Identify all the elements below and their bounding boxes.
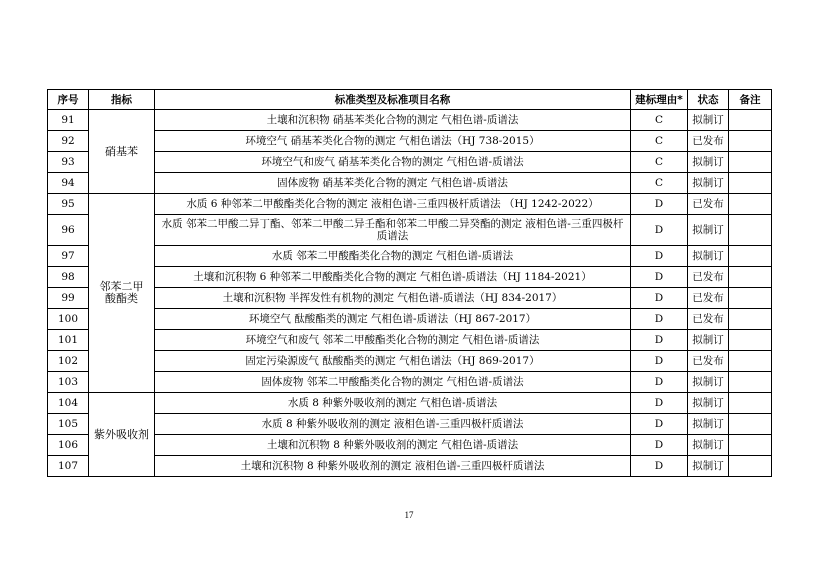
table-row xyxy=(48,267,772,288)
table-row xyxy=(48,246,772,267)
status-cell: 拟制订 xyxy=(688,173,729,194)
remarks-cell xyxy=(729,330,772,351)
status-cell: 已发布 xyxy=(688,351,729,372)
reason-cell: C xyxy=(631,131,688,152)
status-cell: 拟制订 xyxy=(688,414,729,435)
standard-name-cell: 土壤和沉积物 8 种紫外吸收剂的测定 液相色谱-三重四极杆质谱法 xyxy=(155,456,631,477)
standard-name-cell: 水质 8 种紫外吸收剂的测定 气相色谱-质谱法 xyxy=(155,393,631,414)
remarks-cell xyxy=(729,435,772,456)
table-row xyxy=(48,173,772,194)
reason-cell: D xyxy=(631,309,688,330)
remarks-cell xyxy=(729,131,772,152)
remarks-cell xyxy=(729,152,772,173)
serial-cell: 96 xyxy=(48,215,89,246)
remarks-cell xyxy=(729,372,772,393)
remarks-cell xyxy=(729,351,772,372)
standards-table xyxy=(47,89,772,477)
serial-cell: 103 xyxy=(48,372,89,393)
status-cell: 已发布 xyxy=(688,267,729,288)
remarks-cell xyxy=(729,288,772,309)
remarks-cell xyxy=(729,173,772,194)
reason-cell: D xyxy=(631,194,688,215)
serial-cell: 104 xyxy=(48,393,89,414)
serial-cell: 101 xyxy=(48,330,89,351)
indicator-label: 邻苯二甲酸酯类 xyxy=(99,280,144,305)
table-row xyxy=(48,110,772,131)
reason-cell: D xyxy=(631,215,688,246)
standard-name-cell: 固体废物 邻苯二甲酸酯类化合物的测定 气相色谱-质谱法 xyxy=(155,372,631,393)
remarks-cell xyxy=(729,246,772,267)
reason-cell: D xyxy=(631,351,688,372)
table-row xyxy=(48,288,772,309)
standard-name-cell: 土壤和沉积物 8 种紫外吸收剂的测定 气相色谱-质谱法 xyxy=(155,435,631,456)
status-cell: 已发布 xyxy=(688,131,729,152)
indicator-cell: 硝基苯 xyxy=(89,110,155,194)
page-number: 17 xyxy=(404,510,414,520)
remarks-cell xyxy=(729,309,772,330)
reason-cell: D xyxy=(631,372,688,393)
standard-name-cell: 环境空气 硝基苯类化合物的测定 气相色谱法（HJ 738-2015） xyxy=(155,131,631,152)
table-header-row xyxy=(48,90,772,110)
indicator-cell: 紫外吸收剂 xyxy=(89,393,155,477)
serial-cell: 105 xyxy=(48,414,89,435)
serial-cell: 98 xyxy=(48,267,89,288)
status-cell: 拟制订 xyxy=(688,215,729,246)
table-row xyxy=(48,372,772,393)
serial-cell: 95 xyxy=(48,194,89,215)
remarks-cell xyxy=(729,215,772,246)
standard-name-cell: 固定污染源废气 酞酸酯类的测定 气相色谱法（HJ 869-2017） xyxy=(155,351,631,372)
table-row xyxy=(48,456,772,477)
standard-name-cell: 环境空气和废气 邻苯二甲酸酯类化合物的测定 气相色谱-质谱法 xyxy=(155,330,631,351)
remarks-cell xyxy=(729,110,772,131)
reason-cell: D xyxy=(631,267,688,288)
standard-name-cell: 土壤和沉积物 半挥发性有机物的测定 气相色谱-质谱法（HJ 834-2017） xyxy=(155,288,631,309)
status-cell: 拟制订 xyxy=(688,152,729,173)
header-indicator: 指标 xyxy=(89,90,155,110)
status-cell: 已发布 xyxy=(688,288,729,309)
reason-cell: D xyxy=(631,246,688,267)
standard-name-cell: 水质 邻苯二甲酸酯类化合物的测定 气相色谱-质谱法 xyxy=(155,246,631,267)
status-cell: 拟制订 xyxy=(688,456,729,477)
reason-cell: D xyxy=(631,330,688,351)
standard-name-cell: 水质 6 种邻苯二甲酸酯类化合物的测定 液相色谱-三重四极杆质谱法 （HJ 1242-2022） xyxy=(155,194,631,215)
status-cell: 拟制订 xyxy=(688,435,729,456)
reason-cell: D xyxy=(631,288,688,309)
status-cell: 拟制订 xyxy=(688,110,729,131)
reason-cell: C xyxy=(631,152,688,173)
remarks-cell xyxy=(729,456,772,477)
serial-cell: 91 xyxy=(48,110,89,131)
reason-cell: D xyxy=(631,456,688,477)
serial-cell: 93 xyxy=(48,152,89,173)
header-standard-name: 标准类型及标准项目名称 xyxy=(155,90,631,110)
standard-name-cell: 水质 8 种紫外吸收剂的测定 液相色谱-三重四极杆质谱法 xyxy=(155,414,631,435)
standard-name-cell: 土壤和沉积物 6 种邻苯二甲酸酯类化合物的测定 气相色谱-质谱法（HJ 1184-2021） xyxy=(155,267,631,288)
table-row xyxy=(48,131,772,152)
reason-cell: D xyxy=(631,435,688,456)
remarks-cell xyxy=(729,267,772,288)
table-row xyxy=(48,215,772,246)
status-cell: 拟制订 xyxy=(688,393,729,414)
table-row xyxy=(48,152,772,173)
reason-cell: C xyxy=(631,173,688,194)
header-serial: 序号 xyxy=(48,90,89,110)
remarks-cell xyxy=(729,414,772,435)
serial-cell: 102 xyxy=(48,351,89,372)
header-reason: 建标理由* xyxy=(631,90,688,110)
standard-name-cell: 固体废物 硝基苯类化合物的测定 气相色谱-质谱法 xyxy=(155,173,631,194)
table-row xyxy=(48,435,772,456)
standard-name-cell: 土壤和沉积物 硝基苯类化合物的测定 气相色谱-质谱法 xyxy=(155,110,631,131)
reason-cell: D xyxy=(631,393,688,414)
status-cell: 拟制订 xyxy=(688,372,729,393)
serial-cell: 106 xyxy=(48,435,89,456)
table-row xyxy=(48,351,772,372)
table-row xyxy=(48,309,772,330)
indicator-cell xyxy=(89,194,155,393)
table-row xyxy=(48,330,772,351)
header-status: 状态 xyxy=(688,90,729,110)
status-cell: 已发布 xyxy=(688,194,729,215)
status-cell: 拟制订 xyxy=(688,330,729,351)
table-row xyxy=(48,414,772,435)
table-row xyxy=(48,194,772,215)
serial-cell: 100 xyxy=(48,309,89,330)
serial-cell: 107 xyxy=(48,456,89,477)
standard-name-cell: 环境空气和废气 硝基苯类化合物的测定 气相色谱-质谱法 xyxy=(155,152,631,173)
remarks-cell xyxy=(729,393,772,414)
table-row xyxy=(48,393,772,414)
status-cell: 拟制订 xyxy=(688,246,729,267)
standard-name-cell: 水质 邻苯二甲酸二异丁酯、邻苯二甲酸二异壬酯和邻苯二甲酸二异癸酯的测定 液相色谱-三重四极杆质谱法 xyxy=(155,215,631,246)
remarks-cell xyxy=(729,194,772,215)
serial-cell: 97 xyxy=(48,246,89,267)
header-remarks: 备注 xyxy=(729,90,772,110)
serial-cell: 99 xyxy=(48,288,89,309)
reason-cell: D xyxy=(631,414,688,435)
standard-name-cell: 环境空气 酞酸酯类的测定 气相色谱-质谱法（HJ 867-2017） xyxy=(155,309,631,330)
reason-cell: C xyxy=(631,110,688,131)
status-cell: 已发布 xyxy=(688,309,729,330)
serial-cell: 92 xyxy=(48,131,89,152)
serial-cell: 94 xyxy=(48,173,89,194)
